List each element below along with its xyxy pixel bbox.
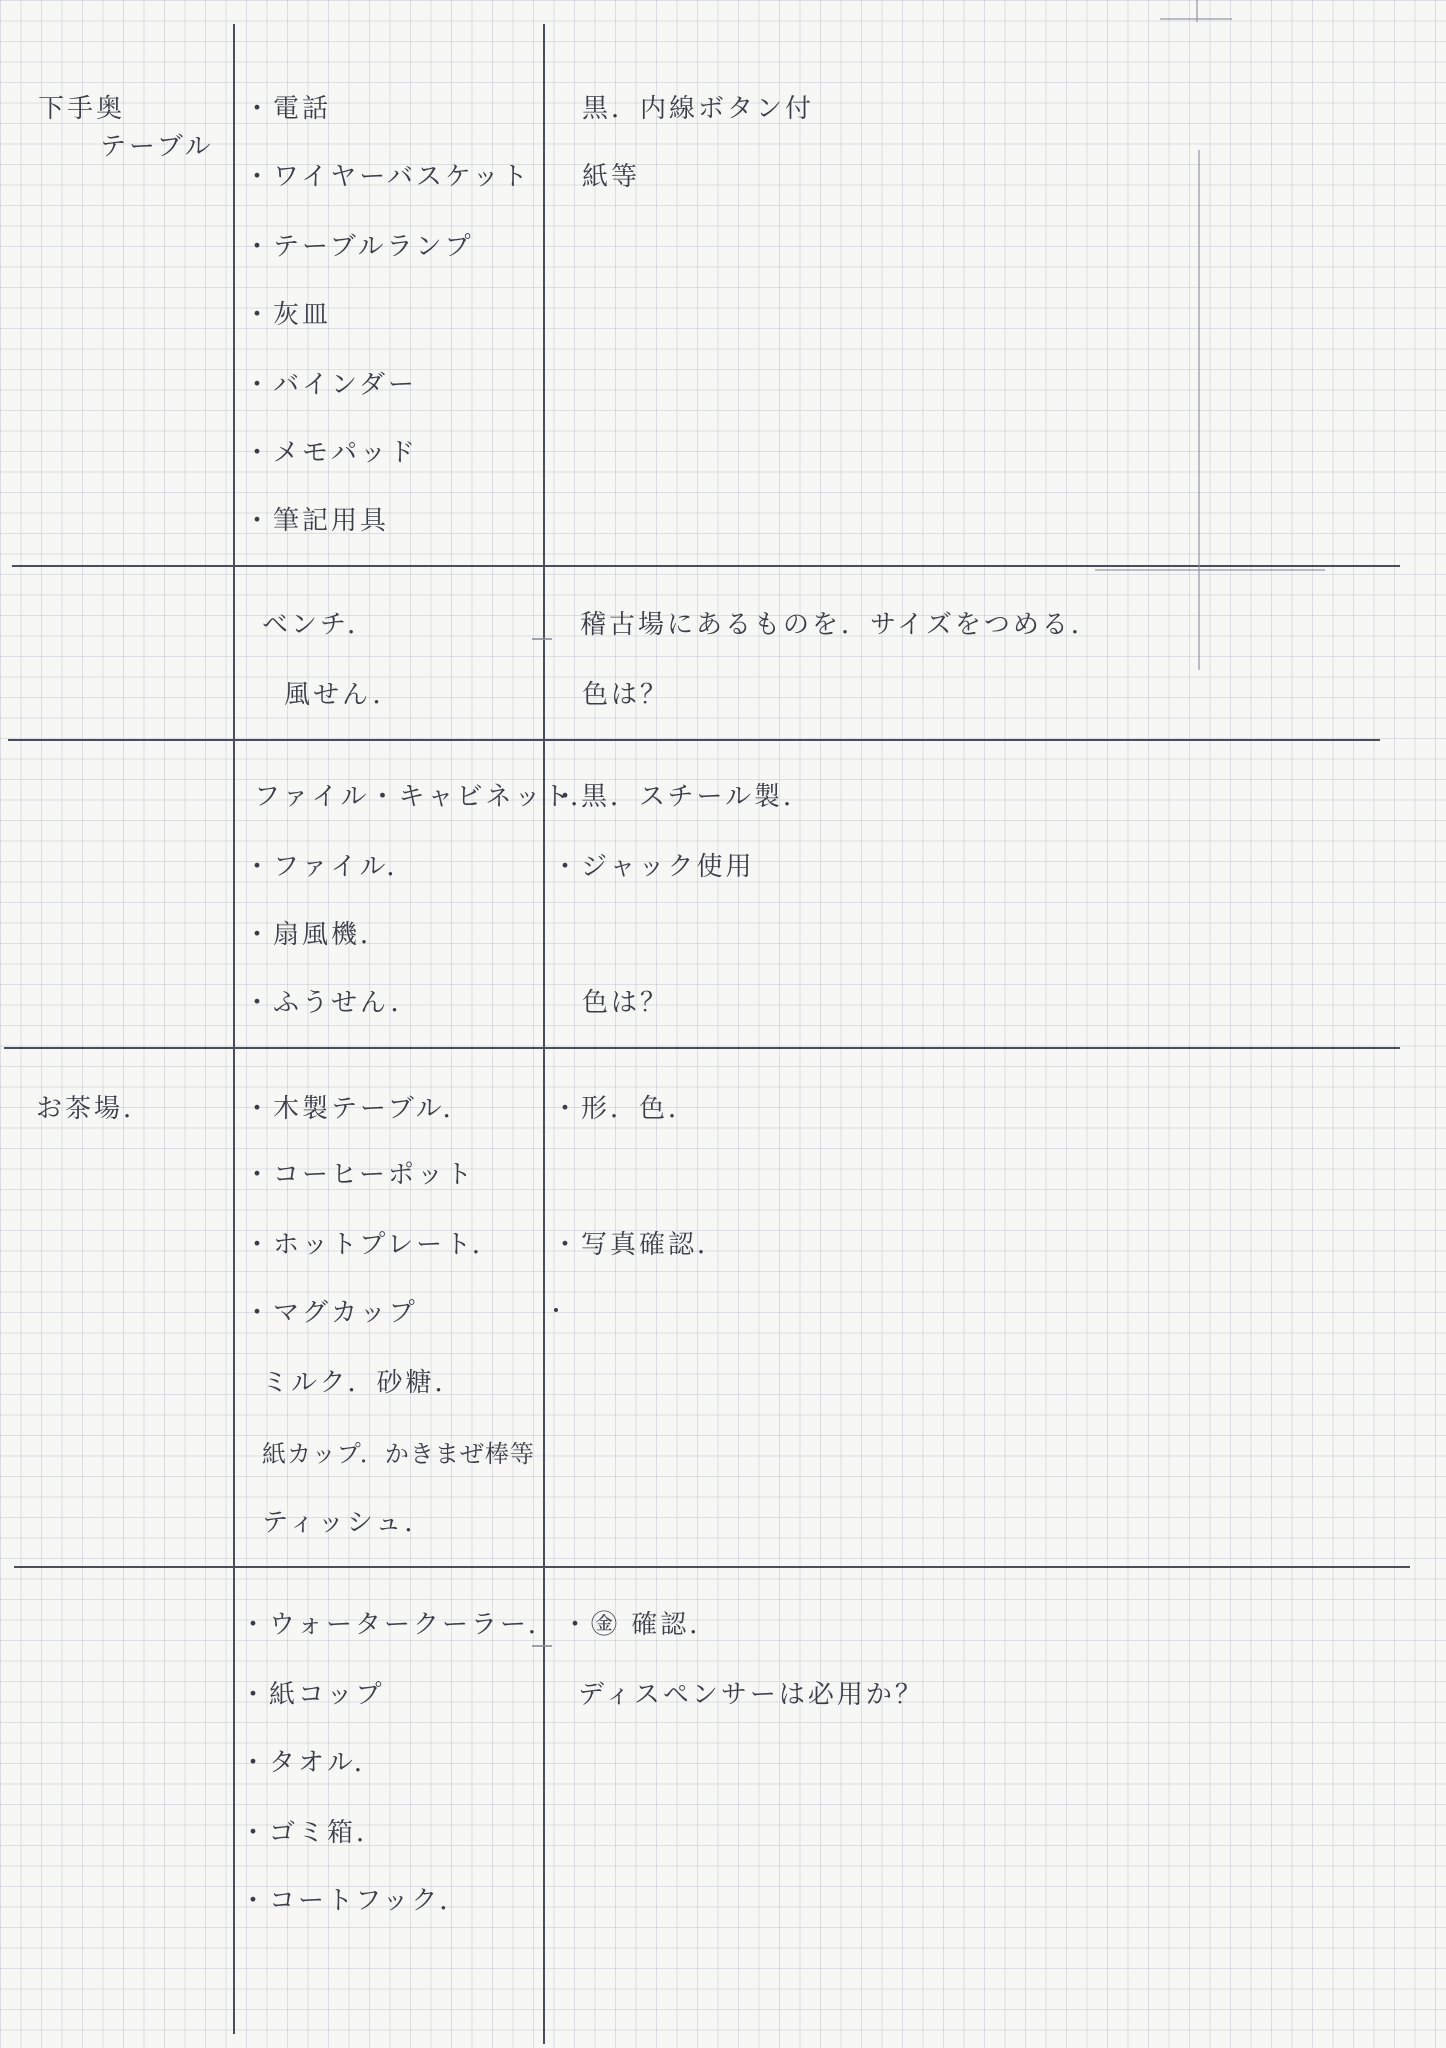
item-label: ・マグカップ xyxy=(244,1298,418,1328)
row-divider-4 xyxy=(14,1566,1410,1568)
item-label: ・ワイヤーバスケット xyxy=(244,162,531,192)
note-label: 色は？ xyxy=(582,988,670,1018)
note-label: 紙等 xyxy=(582,162,641,192)
pencil-mark-right xyxy=(1198,150,1200,670)
pencil-mark-top-tick xyxy=(1196,0,1198,22)
item-label: ティッシュ． xyxy=(262,1508,434,1538)
place-label: テーブル xyxy=(100,132,214,162)
note-label: 色は？ xyxy=(582,680,670,710)
item-label: ・ゴミ箱． xyxy=(240,1818,386,1848)
row-divider-1 xyxy=(12,565,1400,567)
item-label: ・ふうせん． xyxy=(244,988,420,1018)
item-label: ・木製テーブル． xyxy=(244,1094,472,1124)
dash-mark xyxy=(532,1645,552,1647)
note-label: 稽古場にあるものを．サイズをつめる． xyxy=(580,610,1100,640)
item-label: ・ファイル． xyxy=(244,852,416,882)
item-label: ベンチ． xyxy=(262,610,377,640)
item-label: ・バインダー xyxy=(244,370,417,400)
item-label: ・筆記用具 xyxy=(244,506,390,536)
note-label: 黒．内線ボタン付 xyxy=(582,94,815,124)
place-label: 下手奥 xyxy=(38,94,126,124)
note-label: ・㊎ 確認． xyxy=(562,1610,719,1640)
note-label: ・ジャック使用 xyxy=(552,852,755,882)
item-label: ・ホットプレート． xyxy=(244,1230,501,1260)
item-label: ミルク．砂糖． xyxy=(262,1368,464,1398)
place-label: お茶場． xyxy=(36,1094,153,1124)
item-label: ・テーブルランプ xyxy=(244,232,474,262)
item-label: 風せん． xyxy=(284,680,402,710)
pencil-mark-right-cross xyxy=(1095,569,1325,571)
item-label: ・電話 xyxy=(244,94,332,124)
item-label: ・紙コップ xyxy=(240,1680,385,1710)
note-label: ・写真確認． xyxy=(552,1230,727,1260)
item-label: ファイル・キャビネット． xyxy=(254,782,600,812)
item-label: ・コートフック． xyxy=(240,1886,469,1916)
note-label: ディスペンサーは必用か？ xyxy=(578,1680,924,1710)
item-label: ・タオル． xyxy=(240,1748,383,1778)
bullet-mark xyxy=(554,1308,558,1312)
dash-mark xyxy=(532,638,552,640)
column-divider-left xyxy=(233,24,235,2034)
item-label: ・扇風機． xyxy=(244,920,390,950)
row-divider-3 xyxy=(4,1047,1400,1049)
item-label: ・メモパッド xyxy=(244,438,419,468)
column-divider-right xyxy=(543,24,545,2044)
note-label: ・形．色． xyxy=(552,1094,698,1124)
item-label: ・コーヒーポット xyxy=(244,1160,475,1190)
row-divider-2 xyxy=(8,739,1380,741)
item-label: ・ウォータークーラー． xyxy=(240,1610,557,1640)
item-label: ・灰皿 xyxy=(244,300,332,330)
item-label: 紙カップ．かきまぜ棒等 xyxy=(262,1440,535,1468)
note-label: ・黒．スチール製． xyxy=(552,782,812,812)
